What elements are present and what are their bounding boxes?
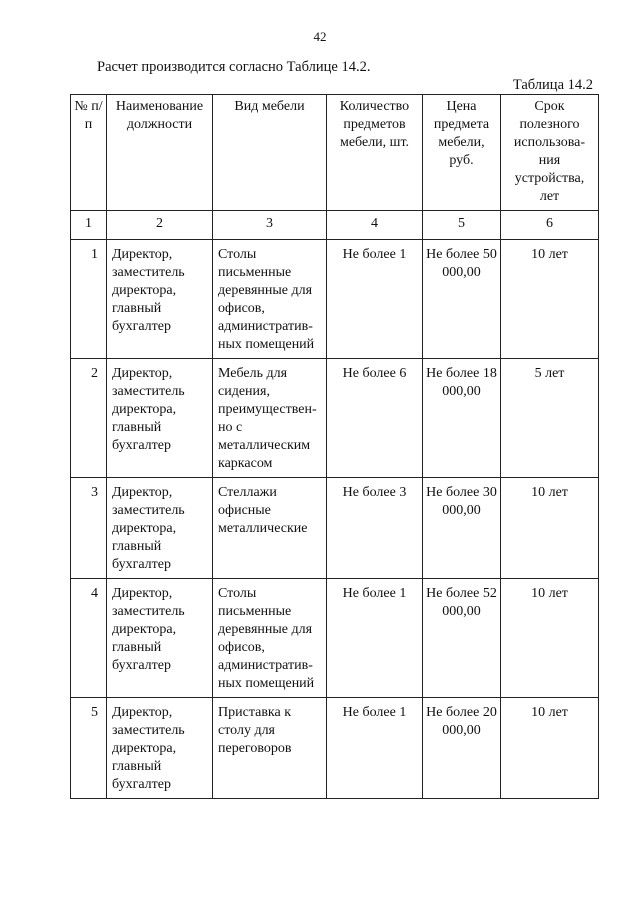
cell-furniture-type: Приставка к столу для переговоров <box>213 698 327 799</box>
cell-quantity: Не более 1 <box>327 579 423 698</box>
cell-quantity: Не более 6 <box>327 359 423 478</box>
cell-position: Директор, заместитель директора, главный бухгалтер <box>107 698 213 799</box>
column-number: 4 <box>327 211 423 240</box>
column-number: 5 <box>423 211 501 240</box>
cell-position: Директор, заместитель директора, главный бухгалтер <box>107 359 213 478</box>
cell-quantity: Не более 1 <box>327 240 423 359</box>
cell-position: Директор, заместитель директора, главный бухгалтер <box>107 579 213 698</box>
furniture-table <box>70 94 599 799</box>
header-cell-quantity: Количество предметов мебели, шт. <box>327 95 423 211</box>
header-cell-position: Наименование должности <box>107 95 213 211</box>
cell-furniture-type: Мебель для сидения, преимуществен-но с металлическим каркасом <box>213 359 327 478</box>
cell-service-life: 10 лет <box>501 240 599 359</box>
cell-price: Не более 18 000,00 <box>423 359 501 478</box>
table-row <box>71 359 599 478</box>
table-row <box>71 478 599 579</box>
cell-furniture-type: Стеллажи офисные металлические <box>213 478 327 579</box>
column-number: 2 <box>107 211 213 240</box>
table-row <box>71 579 599 698</box>
cell-number: 5 <box>71 698 107 799</box>
cell-price: Не более 52 000,00 <box>423 579 501 698</box>
cell-price: Не более 20 000,00 <box>423 698 501 799</box>
cell-quantity: Не более 1 <box>327 698 423 799</box>
cell-number: 2 <box>71 359 107 478</box>
cell-price: Не более 30 000,00 <box>423 478 501 579</box>
cell-furniture-type: Столы письменные деревянные для офисов, административ-ных помещений <box>213 240 327 359</box>
cell-number: 1 <box>71 240 107 359</box>
header-cell-number: № п/п <box>71 95 107 211</box>
column-number: 6 <box>501 211 599 240</box>
table-row <box>71 240 599 359</box>
table-caption: Таблица 14.2 <box>512 77 593 93</box>
column-number-row <box>71 211 599 240</box>
cell-number: 3 <box>71 478 107 579</box>
cell-number: 4 <box>71 579 107 698</box>
header-cell-furniture-type: Вид мебели <box>213 95 327 211</box>
cell-price: Не более 50 000,00 <box>423 240 501 359</box>
cell-position: Директор, заместитель директора, главный бухгалтер <box>107 478 213 579</box>
page-number: 42 <box>313 29 327 44</box>
cell-position: Директор, заместитель директора, главный бухгалтер <box>107 240 213 359</box>
intro-text: Расчет производится согласно Таблице 14.2. <box>97 59 371 75</box>
cell-quantity: Не более 3 <box>327 478 423 579</box>
header-cell-service-life: Срок полезного использова-ния устройства, лет <box>501 95 599 211</box>
table-row <box>71 698 599 799</box>
cell-service-life: 5 лет <box>501 359 599 478</box>
cell-furniture-type: Столы письменные деревянные для офисов, административ-ных помещений <box>213 579 327 698</box>
header-cell-price: Цена предмета мебели, руб. <box>423 95 501 211</box>
column-number: 3 <box>213 211 327 240</box>
cell-service-life: 10 лет <box>501 698 599 799</box>
table-header-row <box>71 95 599 211</box>
cell-service-life: 10 лет <box>501 579 599 698</box>
cell-service-life: 10 лет <box>501 478 599 579</box>
column-number: 1 <box>71 211 107 240</box>
